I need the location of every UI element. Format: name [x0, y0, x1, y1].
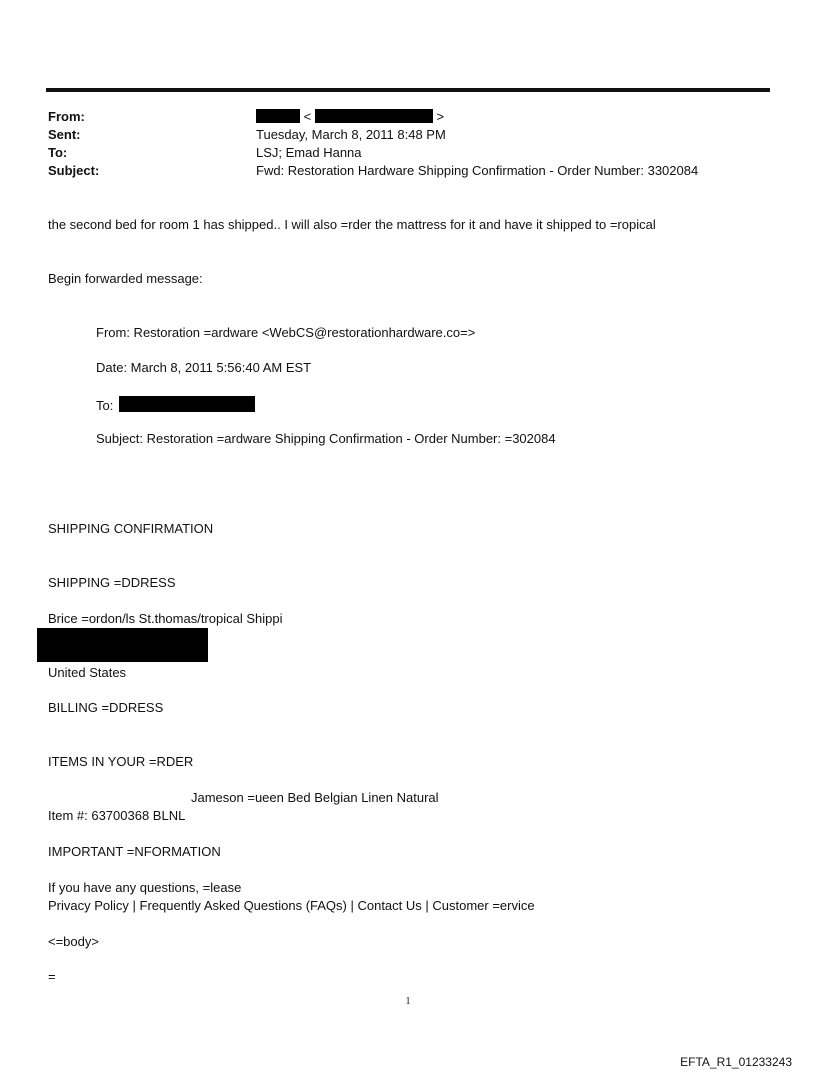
redaction-box: [256, 109, 300, 123]
begin-forwarded: Begin forwarded message:: [48, 271, 203, 286]
item-name: Jameson =ueen Bed Belgian Linen Natural: [191, 790, 439, 805]
fwd-subject: Subject: Restoration =ardware Shipping Confirmation - Order Number: =302084: [96, 431, 556, 446]
items-heading: ITEMS IN YOUR =RDER: [48, 754, 194, 769]
sent-value: Tuesday, March 8, 2011 8:48 PM: [256, 127, 446, 142]
to-value: LSJ; Emad Hanna: [256, 145, 362, 160]
header-rule: [46, 88, 770, 92]
page-number: 1: [405, 996, 411, 1007]
item-number: Item #: 63700368 BLNL: [48, 808, 186, 823]
subject-value: Fwd: Restoration Hardware Shipping Confirmation - Order Number: 3302084: [256, 163, 699, 178]
to-label: To:: [48, 145, 68, 160]
equals-sign: =: [48, 969, 56, 984]
from-close-bracket: >: [436, 109, 445, 124]
from-open-bracket: <: [303, 109, 312, 124]
fwd-to: [96, 396, 255, 413]
billing-address-heading: BILLING =DDRESS: [48, 700, 164, 715]
fwd-date: Date: March 8, 2011 5:56:40 AM EST: [96, 360, 312, 375]
shipping-confirmation-heading: SHIPPING CONFIRMATION: [48, 521, 214, 536]
document-id: EFTA_R1_01233243: [680, 1055, 792, 1069]
intro-text: the second bed for room 1 has shipped.. I will also =rder the mattress for it and have it shipped to =ropical: [48, 217, 656, 232]
questions-text: If you have any questions, =lease: [48, 880, 242, 895]
subject-label: Subject:: [48, 163, 100, 178]
body-tag-text: <=body>: [48, 934, 99, 949]
from-value: [256, 109, 444, 124]
shipping-address-heading: SHIPPING =DDRESS: [48, 575, 176, 590]
from-label: From:: [48, 109, 85, 124]
redaction-box: [315, 109, 433, 123]
address-redaction-box: [37, 628, 208, 662]
important-heading: IMPORTANT =NFORMATION: [48, 844, 221, 859]
sent-label: Sent:: [48, 127, 81, 142]
ship-country: United States: [48, 665, 127, 680]
ship-name: Brice =ordon/ls St.thomas/tropical Shippi: [48, 611, 283, 626]
fwd-to-label: To:: [96, 398, 114, 413]
footer-links: Privacy Policy | Frequently Asked Questions (FAQs) | Contact Us | Customer =ervice: [48, 898, 535, 913]
redaction-box: [119, 396, 255, 412]
fwd-from: From: Restoration =ardware <WebCS@restorationhardware.co=>: [96, 325, 476, 340]
